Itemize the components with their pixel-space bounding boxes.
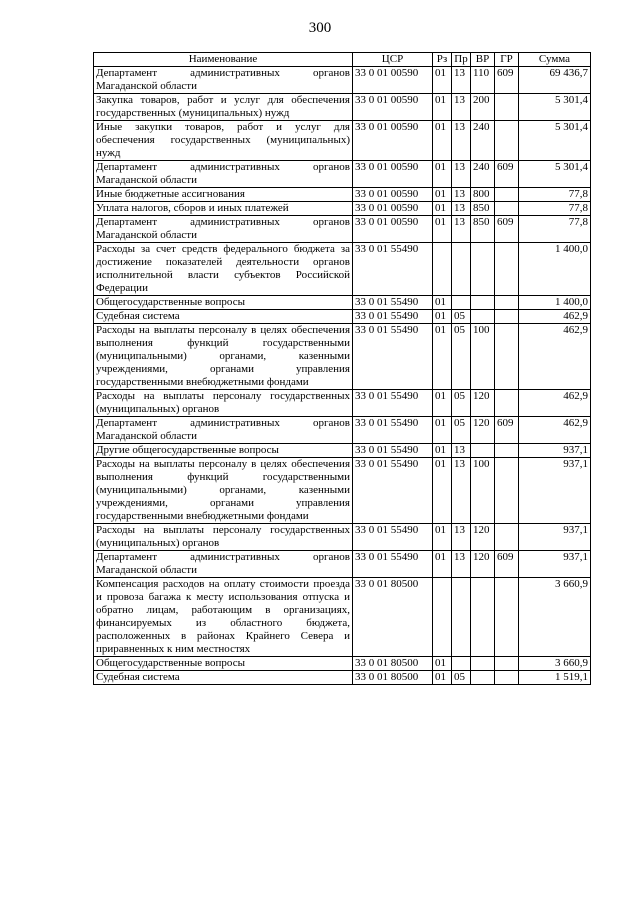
cell-name: Уплата налогов, сборов и иных платежей xyxy=(94,202,353,216)
cell-name: Расходы на выплаты персоналу государственных (муниципальных) органов xyxy=(94,524,353,551)
table-row xyxy=(94,551,591,578)
cell-rz: 01 xyxy=(433,202,452,216)
cell-csr: 33 0 01 00590 xyxy=(353,121,433,161)
table-header-row xyxy=(94,53,591,67)
table-row xyxy=(94,202,591,216)
cell-pr: 13 xyxy=(452,202,471,216)
cell-rz: 01 xyxy=(433,551,452,578)
cell-pr: 13 xyxy=(452,551,471,578)
cell-vr xyxy=(471,578,495,657)
cell-csr: 33 0 01 55490 xyxy=(353,524,433,551)
cell-gr xyxy=(495,444,519,458)
cell-name: Департамент административных органов Магаданской области xyxy=(94,216,353,243)
cell-sum: 77,8 xyxy=(519,202,591,216)
cell-rz: 01 xyxy=(433,296,452,310)
cell-name: Судебная система xyxy=(94,671,353,685)
cell-vr: 120 xyxy=(471,390,495,417)
cell-gr xyxy=(495,202,519,216)
cell-name: Иные закупки товаров, работ и услуг для обеспечения государственных (муниципальных) нужд xyxy=(94,121,353,161)
cell-csr: 33 0 01 80500 xyxy=(353,578,433,657)
cell-name: Расходы за счет средств федерального бюджета за достижение показателей деятельности органов исполнительной власти субъектов Российской Федерации xyxy=(94,243,353,296)
cell-csr: 33 0 01 80500 xyxy=(353,671,433,685)
cell-sum: 3 660,9 xyxy=(519,657,591,671)
cell-csr: 33 0 01 55490 xyxy=(353,310,433,324)
cell-csr: 33 0 01 55490 xyxy=(353,417,433,444)
cell-vr xyxy=(471,657,495,671)
cell-pr xyxy=(452,296,471,310)
cell-vr: 240 xyxy=(471,121,495,161)
cell-gr xyxy=(495,458,519,524)
cell-gr xyxy=(495,578,519,657)
cell-sum: 69 436,7 xyxy=(519,67,591,94)
cell-sum: 462,9 xyxy=(519,390,591,417)
cell-rz: 01 xyxy=(433,524,452,551)
cell-gr xyxy=(495,94,519,121)
table-row xyxy=(94,188,591,202)
header-pr: Пр xyxy=(452,53,471,67)
cell-pr xyxy=(452,657,471,671)
header-vr: ВР xyxy=(471,53,495,67)
table-row xyxy=(94,524,591,551)
table-row xyxy=(94,458,591,524)
cell-pr: 13 xyxy=(452,67,471,94)
cell-pr: 05 xyxy=(452,324,471,390)
header-name: Наименование xyxy=(94,53,353,67)
cell-csr: 33 0 01 55490 xyxy=(353,324,433,390)
table-row xyxy=(94,578,591,657)
cell-rz: 01 xyxy=(433,188,452,202)
cell-pr: 13 xyxy=(452,444,471,458)
cell-sum: 462,9 xyxy=(519,417,591,444)
cell-name: Департамент административных органов Магаданской области xyxy=(94,67,353,94)
cell-gr xyxy=(495,657,519,671)
table-row xyxy=(94,243,591,296)
table-row xyxy=(94,310,591,324)
cell-csr: 33 0 01 00590 xyxy=(353,161,433,188)
cell-pr: 13 xyxy=(452,188,471,202)
cell-rz: 01 xyxy=(433,161,452,188)
cell-rz: 01 xyxy=(433,94,452,121)
cell-rz: 01 xyxy=(433,67,452,94)
table-row xyxy=(94,161,591,188)
cell-vr xyxy=(471,296,495,310)
cell-pr: 05 xyxy=(452,417,471,444)
header-sum: Сумма xyxy=(519,53,591,67)
cell-pr: 05 xyxy=(452,390,471,417)
cell-rz: 01 xyxy=(433,324,452,390)
cell-rz: 01 xyxy=(433,458,452,524)
cell-gr: 609 xyxy=(495,67,519,94)
header-rz: Рз xyxy=(433,53,452,67)
header-csr: ЦСР xyxy=(353,53,433,67)
cell-vr: 850 xyxy=(471,202,495,216)
cell-csr: 33 0 01 00590 xyxy=(353,67,433,94)
cell-rz: 01 xyxy=(433,671,452,685)
cell-name: Общегосударственные вопросы xyxy=(94,296,353,310)
cell-rz: 01 xyxy=(433,121,452,161)
cell-pr: 13 xyxy=(452,524,471,551)
cell-gr xyxy=(495,121,519,161)
cell-vr xyxy=(471,243,495,296)
cell-sum: 3 660,9 xyxy=(519,578,591,657)
cell-gr xyxy=(495,188,519,202)
cell-csr: 33 0 01 00590 xyxy=(353,94,433,121)
cell-csr: 33 0 01 00590 xyxy=(353,216,433,243)
cell-pr: 05 xyxy=(452,310,471,324)
cell-gr xyxy=(495,243,519,296)
cell-sum: 937,1 xyxy=(519,551,591,578)
cell-gr xyxy=(495,324,519,390)
cell-rz: 01 xyxy=(433,657,452,671)
cell-pr xyxy=(452,243,471,296)
table-row xyxy=(94,67,591,94)
cell-rz: 01 xyxy=(433,390,452,417)
page-number: 300 xyxy=(308,20,332,36)
cell-gr xyxy=(495,671,519,685)
cell-vr: 110 xyxy=(471,67,495,94)
table-row xyxy=(94,324,591,390)
cell-sum: 5 301,4 xyxy=(519,161,591,188)
cell-pr xyxy=(452,578,471,657)
cell-pr: 05 xyxy=(452,671,471,685)
cell-sum: 1 400,0 xyxy=(519,243,591,296)
cell-name: Компенсация расходов на оплату стоимости проезда и провоза багажа к месту использования отпуска и обратно лицам, работающим в организациях, финансируемых из областного бюджета, расположенных в районах Крайнего Севера и приравненных к ним местностях xyxy=(94,578,353,657)
cell-csr: 33 0 01 55490 xyxy=(353,551,433,578)
cell-gr xyxy=(495,296,519,310)
table-row xyxy=(94,444,591,458)
cell-vr: 800 xyxy=(471,188,495,202)
cell-vr: 240 xyxy=(471,161,495,188)
cell-gr: 609 xyxy=(495,216,519,243)
cell-vr: 850 xyxy=(471,216,495,243)
header-gr: ГР xyxy=(495,53,519,67)
cell-csr: 33 0 01 80500 xyxy=(353,657,433,671)
cell-name: Расходы на выплаты персоналу в целях обеспечения выполнения функций государственными (муниципальными) органами, казенными учреждениями, органами управления государственными внебюджетными фондами xyxy=(94,458,353,524)
cell-gr: 609 xyxy=(495,551,519,578)
cell-gr: 609 xyxy=(495,161,519,188)
cell-name: Судебная система xyxy=(94,310,353,324)
cell-vr xyxy=(471,310,495,324)
cell-name: Закупка товаров, работ и услуг для обеспечения государственных (муниципальных) нужд xyxy=(94,94,353,121)
cell-name: Департамент административных органов Магаданской области xyxy=(94,161,353,188)
cell-sum: 462,9 xyxy=(519,310,591,324)
cell-name: Другие общегосударственные вопросы xyxy=(94,444,353,458)
cell-name: Расходы на выплаты персоналу в целях обеспечения выполнения функций государственными (муниципальными) органами, казенными учреждениями, органами управления государственными внебюджетными фондами xyxy=(94,324,353,390)
cell-csr: 33 0 01 55490 xyxy=(353,444,433,458)
cell-pr: 13 xyxy=(452,121,471,161)
cell-name: Департамент административных органов Магаданской области xyxy=(94,417,353,444)
cell-sum: 937,1 xyxy=(519,524,591,551)
cell-vr: 120 xyxy=(471,524,495,551)
cell-rz xyxy=(433,578,452,657)
cell-gr xyxy=(495,524,519,551)
table-row xyxy=(94,296,591,310)
cell-csr: 33 0 01 55490 xyxy=(353,458,433,524)
table-row xyxy=(94,417,591,444)
cell-vr xyxy=(471,444,495,458)
cell-rz: 01 xyxy=(433,444,452,458)
cell-csr: 33 0 01 55490 xyxy=(353,296,433,310)
cell-csr: 33 0 01 55490 xyxy=(353,390,433,417)
cell-rz: 01 xyxy=(433,216,452,243)
table-row xyxy=(94,94,591,121)
cell-vr: 100 xyxy=(471,324,495,390)
table-row xyxy=(94,671,591,685)
cell-csr: 33 0 01 00590 xyxy=(353,188,433,202)
cell-sum: 462,9 xyxy=(519,324,591,390)
cell-rz: 01 xyxy=(433,417,452,444)
cell-sum: 77,8 xyxy=(519,216,591,243)
cell-name: Общегосударственные вопросы xyxy=(94,657,353,671)
cell-pr: 13 xyxy=(452,216,471,243)
cell-sum: 77,8 xyxy=(519,188,591,202)
cell-rz: 01 xyxy=(433,310,452,324)
cell-pr: 13 xyxy=(452,161,471,188)
cell-csr: 33 0 01 55490 xyxy=(353,243,433,296)
cell-vr xyxy=(471,671,495,685)
cell-sum: 1 519,1 xyxy=(519,671,591,685)
cell-sum: 937,1 xyxy=(519,458,591,524)
cell-name: Расходы на выплаты персоналу государственных (муниципальных) органов xyxy=(94,390,353,417)
cell-rz xyxy=(433,243,452,296)
cell-sum: 5 301,4 xyxy=(519,121,591,161)
budget-table xyxy=(93,52,591,685)
table-row xyxy=(94,121,591,161)
cell-sum: 1 400,0 xyxy=(519,296,591,310)
cell-pr: 13 xyxy=(452,458,471,524)
cell-gr xyxy=(495,390,519,417)
cell-vr: 100 xyxy=(471,458,495,524)
cell-vr: 200 xyxy=(471,94,495,121)
cell-name: Департамент административных органов Магаданской области xyxy=(94,551,353,578)
table-row xyxy=(94,216,591,243)
cell-name: Иные бюджетные ассигнования xyxy=(94,188,353,202)
table-row xyxy=(94,390,591,417)
cell-sum: 5 301,4 xyxy=(519,94,591,121)
cell-vr: 120 xyxy=(471,417,495,444)
cell-vr: 120 xyxy=(471,551,495,578)
cell-csr: 33 0 01 00590 xyxy=(353,202,433,216)
cell-sum: 937,1 xyxy=(519,444,591,458)
table-body xyxy=(94,67,591,685)
cell-pr: 13 xyxy=(452,94,471,121)
cell-gr: 609 xyxy=(495,417,519,444)
table-row xyxy=(94,657,591,671)
cell-gr xyxy=(495,310,519,324)
